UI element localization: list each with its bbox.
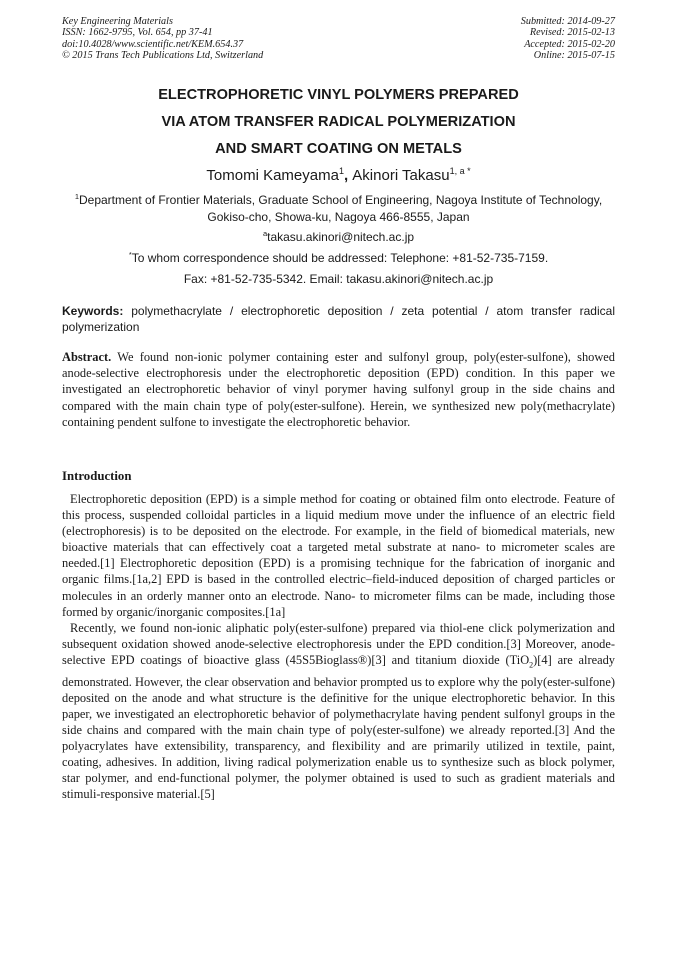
affiliation-marker: 1 (74, 192, 79, 201)
intro-paragraph-1: Electrophoretic deposition (EPD) is a simple method for coating or obtained film onto electrode. Feature of this process, suspended colloidal particles in a liquid medium move under the influence of an electric field (electrophoresis) is to be deposited on the electrode. For example, in the field of biomedical materials, new bioactive materials that can effectively coat a targeted metal substrate at nano- to micrometer scales are needed.[1] Electrophoretic deposition (EPD) is a promising technique for the fabrication of inorganic and organic films.[1a,2] EPD is based in the controlled electric–field-induced deposition of charged particles or molecules in an orderly manner onto an electrode. Nano- to micrometer films can be made, including those formed by organic/inorganic composites.[1a] (62, 492, 615, 619)
author-2: Akinori Takasu (352, 167, 450, 184)
intro-paragraph-2 (62, 620, 615, 803)
keywords-label: Keywords: (62, 304, 124, 318)
title-line-3: AND SMART COATING ON METALS (215, 141, 462, 157)
author-1: Tomomi Kameyama (206, 167, 339, 184)
affiliation (62, 188, 615, 226)
introduction-body (62, 491, 615, 802)
correspondence-line-1: To whom correspondence should be addressed: Telephone: +81-52-735-7159. (131, 251, 549, 265)
correspondence-line-2: Fax: +81-52-735-5342. Email: takasu.akinori@nitech.ac.jp (183, 272, 494, 286)
email-line (62, 225, 615, 246)
author-list (62, 161, 615, 186)
issn: ISSN: 1662-9795, Vol. 654, pp 37-41 (62, 27, 213, 39)
paper-title (62, 82, 615, 163)
affiliation-line-2: Gokiso-cho, Showa-ku, Nagoya 466-8555, Japan (207, 210, 470, 224)
introduction-heading: Introduction (62, 469, 132, 483)
copyright: © 2015 Trans Tech Publications Ltd, Switzerland (62, 50, 264, 62)
author-email[interactable]: takasu.akinori@nitech.ac.jp (267, 230, 415, 244)
email-marker: a (262, 229, 268, 238)
title-line-1: ELECTROPHORETIC VINYL POLYMERS PREPARED (158, 87, 519, 103)
correspondence (62, 246, 615, 288)
affiliation-line-1: Department of Frontier Materials, Graduate School of Engineering, Nagoya Institute of Technology, (78, 193, 603, 207)
revised-date: Revised: 2015-02-13 (529, 27, 615, 39)
intro-paragraph-2-part-b: )[4] are already demonstrated. However, the clear observation and behavior prompted us to explore why the poly(ester-sulfone) deposited on the anode and what structure is the definitive for the unique electrophoretic behavior. In this paper, we investigated an electrophoretic behavior of polymethacrylate having pendent sulfonyl groups in the side chains and compared with the main chain type of poly(ester-sulfone) we already reported.[3] And the polyacrylates have extensibility, transparency, and flexibility and are primarily utilized in textile, paint, coating, adhesives. In addition, living radical polymerization enable us to synthesize such as block polymer, star polymer, and end-functional polymer, the polymer obtained is used to such as gradient materials and stimuli-responsive material.[5] (62, 652, 615, 802)
author-separator: , (343, 167, 353, 184)
author-2-affiliation: 1, a * (449, 166, 471, 176)
journal-info (62, 16, 263, 62)
correspondence-marker: * (128, 250, 132, 259)
abstract-label: Abstract. (62, 350, 112, 364)
keywords-text: polymethacrylate / electrophoretic deposition / zeta potential / atom transfer radical polymerization (62, 304, 615, 334)
intro-paragraph-2-part-a: Recently, we found non-ionic aliphatic poly(ester-sulfone) prepared via thiol-ene click polymerization and subsequent oxidation showed anode-selective electrophoresis under the EPD condition.[3] Moreover, anode-selective EPD coatings of bioactive glass (45S5Bioglass®)[3] and titanium dioxide (TiO (62, 620, 615, 667)
title-line-2: VIA ATOM TRANSFER RADICAL POLYMERIZATION (161, 114, 516, 130)
tio2-subscript: 2 (529, 660, 534, 670)
online-date: Online: 2015-07-15 (533, 50, 615, 62)
abstract (62, 349, 615, 430)
keywords (62, 304, 615, 335)
dates-info (521, 16, 615, 62)
abstract-text: We found non-ionic polymer containing ester and sulfonyl group, poly(ester-sulfone), showed anode-selective electrophoresis under the electrophoretic deposition (EPD) condition. In this paper we investigated an electrophoretic behavior of vinyl porymer having sulfonyl group in the side chains and compared with the main chain type of poly(ester-sulfone). Herein, we synthesized new poly(methacrylate) containing pendent sulfone to investigate the electrophoretic behavior. (62, 350, 616, 429)
author-1-affiliation: 1 (338, 166, 344, 176)
accepted-date: Accepted: 2015-02-20 (524, 38, 615, 50)
submitted-date: Submitted: 2014-09-27 (520, 16, 615, 27)
doi: doi:10.4028/www.scientific.net/KEM.654.37 (62, 38, 244, 50)
journal-name: Key Engineering Materials (62, 16, 173, 27)
